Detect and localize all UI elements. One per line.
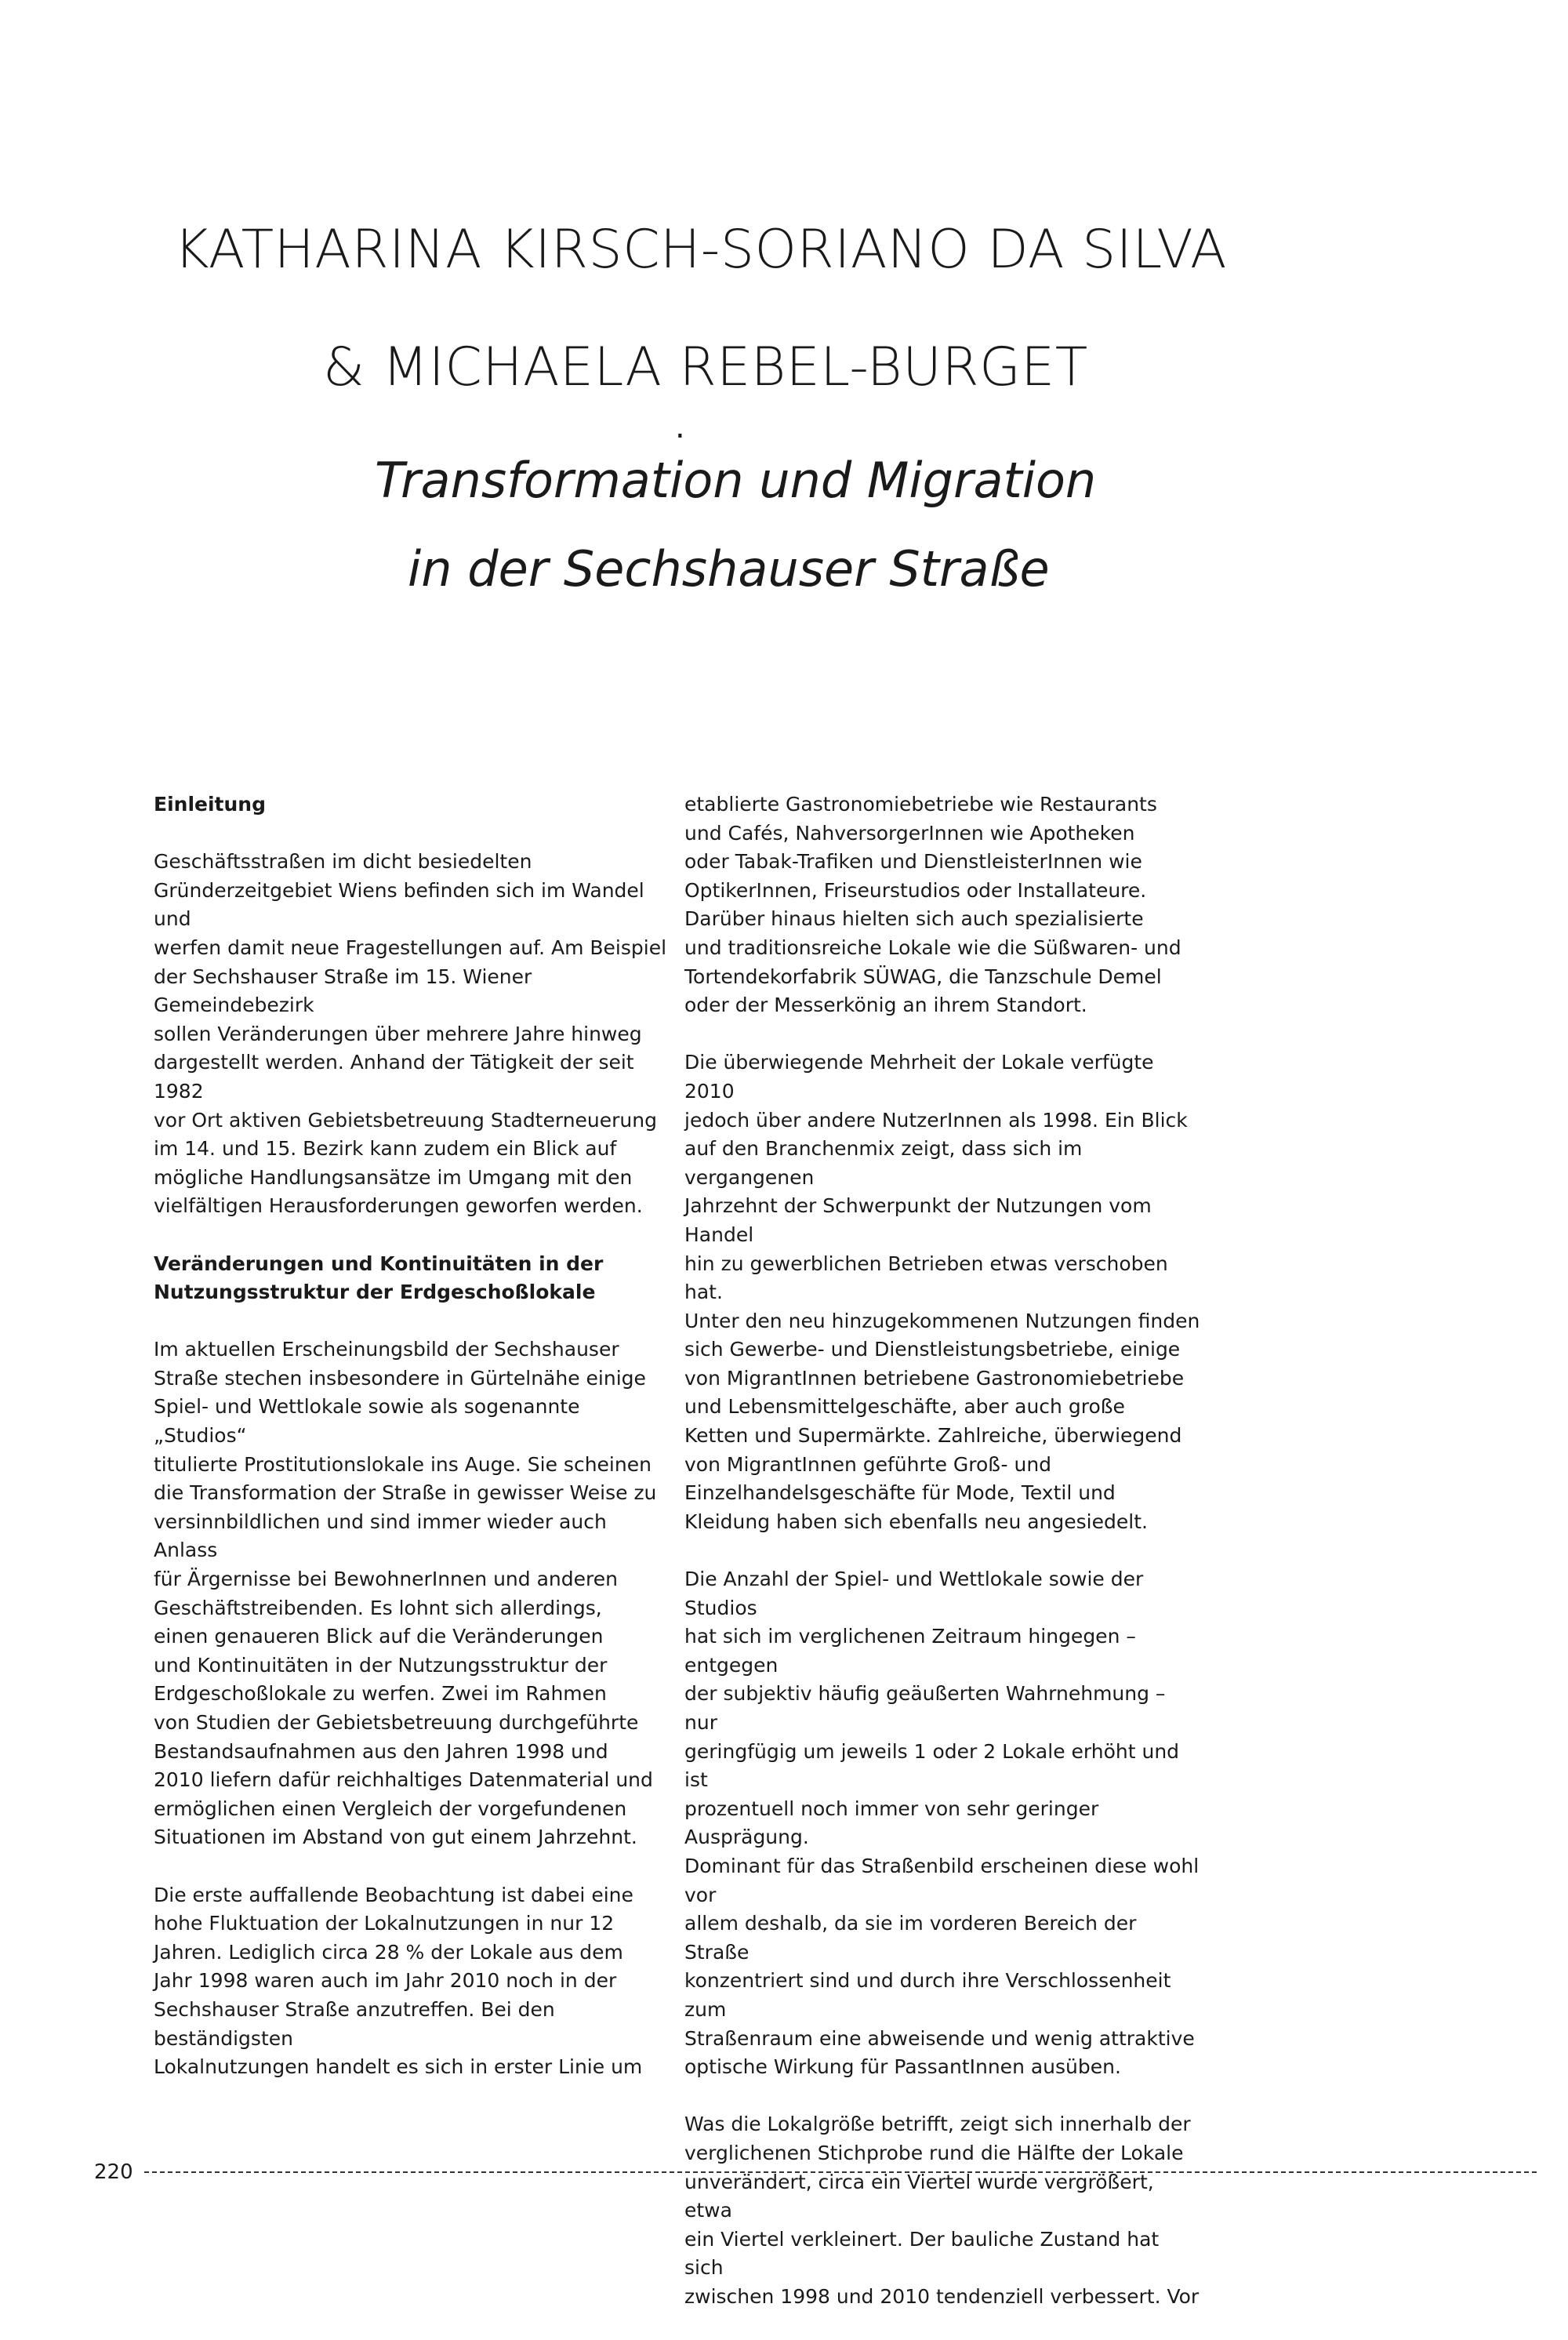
article-title-line-2: in der Sechshauser Straße: [408, 540, 1050, 598]
left-text-column: [154, 790, 671, 2110]
paragraph-intro: Geschäftsstraßen im dicht besiedelten Gründerzeitgebiet Wiens befinden sich im Wandel und werfen damit neue Fragestellungen auf. Am Beispiel der Sechshauser Straße im 15. Wiener Gemeindebezirk sollen Veränderungen über mehrere Jahre hinweg dargestellt werden. Anhand der Tätigkeit der seit 1982 vor Ort aktiven Gebietsbetreuung Stadterneuerung im 14. und 15. Bezirk kann zudem ein Blick auf mögliche Handlungsansätze im Umgang mit den vielfältigen Herausforderungen geworfen werden.: [154, 850, 667, 1218]
paragraph-erscheinungsbild: Im aktuellen Erscheinungsbild der Sechshauser Straße stechen insbesondere in Gürtelnähe einige Spiel- und Wettlokale sowie als sogenannte „Studios“ titulierte Prostitutionslokale ins Auge. Sie scheinen die Transformation der Straße in gewisser Weise zu versinnbildlichen und sind immer wieder auch Anlass für Ärgernisse bei BewohnerInnen und anderen Geschäftstreibenden. Es lohnt sich allerdings, einen genaueren Blick auf die Veränderungen und Kontinuitäten in der Nutzungsstruktur der Erdgeschoßlokale zu werfen. Zwei im Rahmen von Studien der Gebietsbetreuung durchgeführte Bestandsaufnahmen aus den Jahren 1998 und 2010 liefern dafür reichhaltiges Datenmaterial und ermöglichen einen Vergleich der vorgefundenen Situationen im Abstand von gut einem Jahrzehnt.: [154, 1338, 657, 1849]
paragraph-spiellokale: Die Anzahl der Spiel- und Wettlokale sowie der Studios hat sich im verglichenen Zeitraum hingegen – entgegen der subjektiv häufig geäußerten Wahrnehmung – nur geringfügig um jeweils 1 oder 2 Lokale erhöht und ist prozentuell noch immer von sehr geringer Ausprägung. Dominant für das Straßenbild erscheinen diese wohl vor allem deshalb, da sie im vorderen Bereich der Straße konzentriert sind und durch ihre Verschlossenheit zum Straßenraum eine abweisende und wenig attraktive optische Wirkung für PassantInnen ausüben.: [684, 1568, 1200, 2079]
paragraph-mehrheit: Die überwiegende Mehrheit der Lokale verfügte 2010 jedoch über andere NutzerInnen als 1998. Ein Blick auf den Branchenmix zeigt, dass sich im vergangenen Jahrzehnt der Schwerpunkt der Nutzungen vom Handel hin zu gewerblichen Betrieben etwas verschoben hat. Unter den neu hinzugekommenen Nutzungen finden sich Gewerbe- und Dienstleistungsbetriebe, einige von MigrantInnen betriebene Gastronomiebetriebe und Lebensmittelgeschäfte, aber auch große Ketten und Supermärkte. Zahlreiche, überwiegend von MigrantInnen geführte Groß- und Einzelhandelsgeschäfte für Mode, Textil und Kleidung haben sich ebenfalls neu angesiedelt.: [684, 1051, 1200, 1533]
paragraph-gastronomie: etablierte Gastronomiebetriebe wie Restaurants und Cafés, NahversorgerInnen wie Apotheken oder Tabak-Trafiken und DienstleisterInnen wie OptikerInnen, Friseurstudios oder Installateure. Darüber hinaus hielten sich auch spezialisierte und traditionsreiche Lokale wie die Süßwaren- und Tortendekorfabrik SÜWAG, die Tanzschule Demel oder der Messerkönig an ihrem Standort.: [684, 793, 1181, 1017]
footer-dashed-rule: [144, 2171, 1537, 2173]
article-title-line-1: Transformation und Migration: [375, 452, 1097, 509]
page-number: 220: [94, 2160, 133, 2184]
paragraph-beobachtung: Die erste auffallende Beobachtung ist dabei eine hohe Fluktuation der Lokalnutzungen in nur 12 Jahren. Lediglich circa 28 % der Lokale aus dem Jahr 1998 waren auch im Jahr 2010 noch in der Sechshauser Straße anzutreffen. Bei den beständigsten Lokalnutzungen handelt es sich in erster Linie um: [154, 1883, 643, 2079]
page-footer: [94, 2157, 1537, 2188]
title-separator: .: [675, 409, 685, 445]
author-line-1: KATHARINA KIRSCH-SORIANO DA SILVA: [174, 219, 1227, 281]
right-text-column: [684, 790, 1202, 2340]
section-heading-veraenderungen: Veränderungen und Kontinuitäten in der Nutzungsstruktur der Erdgeschoßlokale: [154, 1252, 604, 1304]
paragraph-lokalgroesse: Was die Lokalgröße betrifft, zeigt sich innerhalb der verglichenen Stichprobe rund die Hälfte der Lokale unverändert, circa ein Viertel wurde vergrößert, etwa ein Viertel verkleinert. Der bauliche Zustand hat sich zwischen 1998 und 2010 tendenziell verbessert. Vor: [684, 2113, 1200, 2308]
section-heading-einleitung: Einleitung: [154, 793, 266, 816]
author-line-2: & MICHAELA REBEL-BURGET: [323, 336, 1088, 398]
